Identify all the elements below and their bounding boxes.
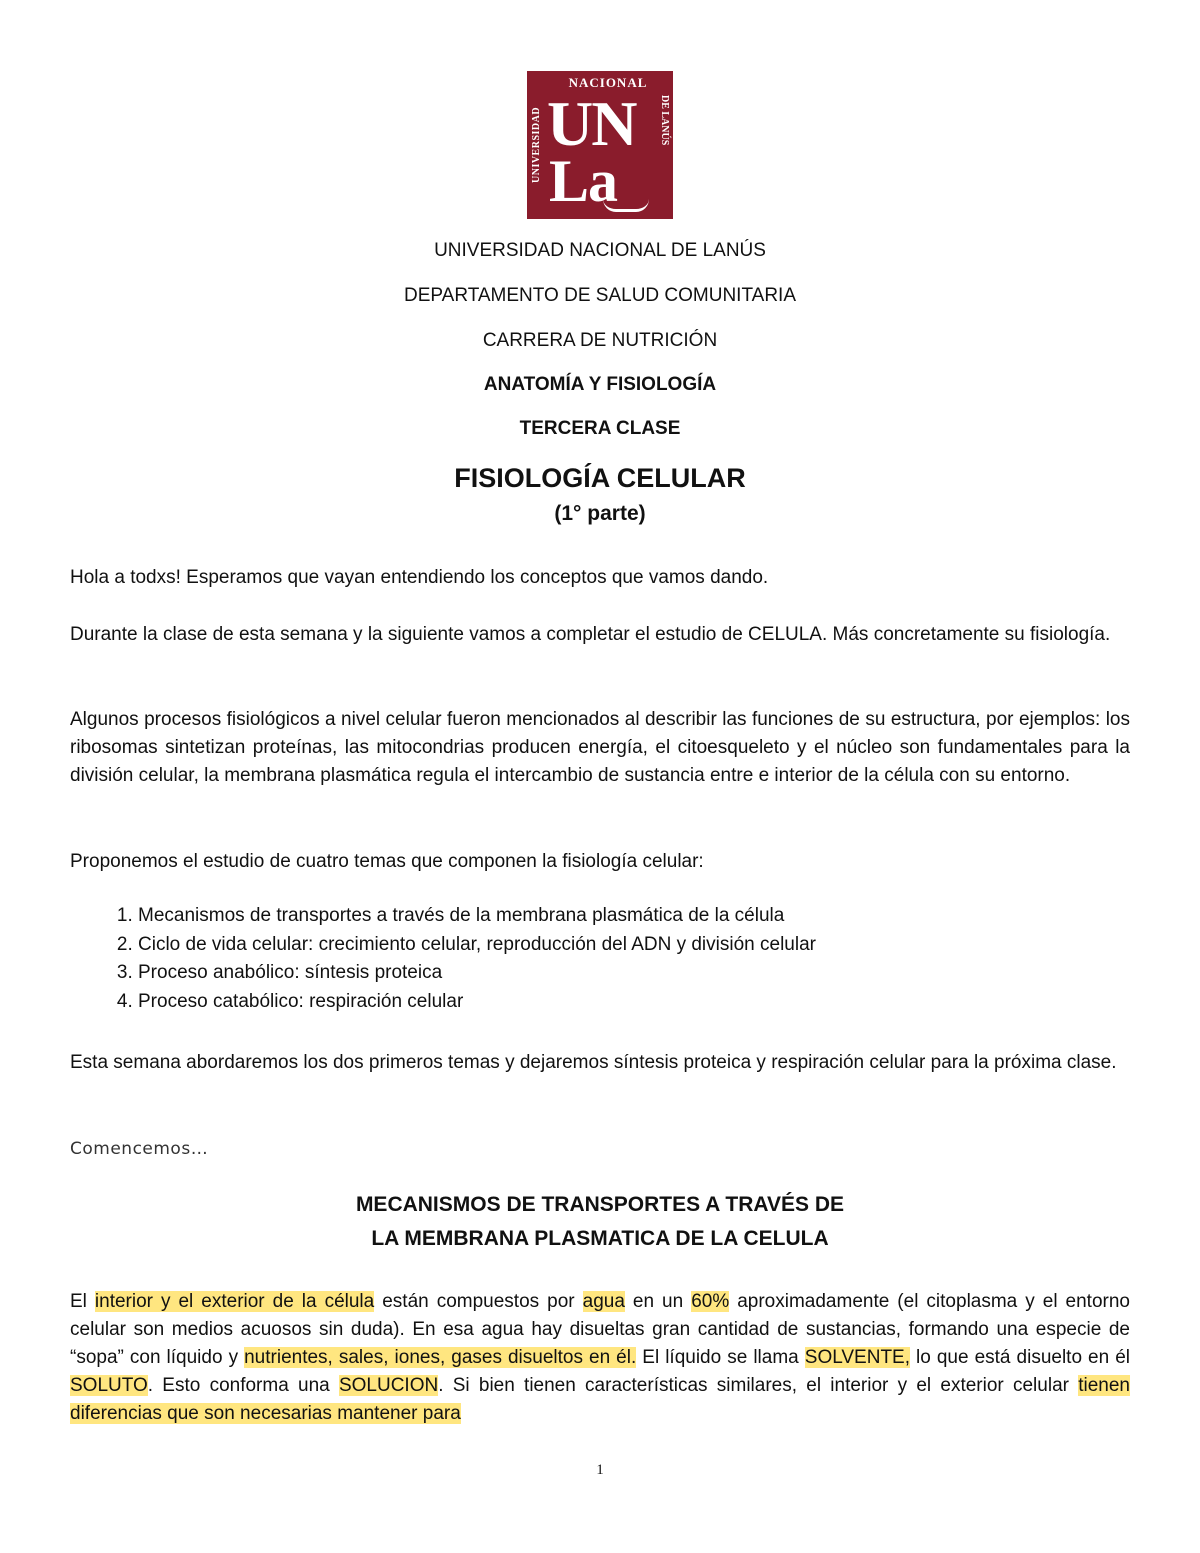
list-item: 4. Proceso catabólico: respiración celular: [138, 988, 1138, 1017]
document-subtitle: (1° parte): [554, 502, 646, 525]
body-text: en un: [624, 1291, 692, 1312]
body-text: lo que está disuelto en él: [910, 1347, 1130, 1368]
body-text: El líquido se llama: [636, 1347, 805, 1368]
logo-top-text: NACIONAL: [568, 75, 648, 90]
body-text: . Esto conforma una: [147, 1375, 339, 1396]
page-number: 1: [596, 1462, 604, 1478]
subject-name: ANATOMÍA Y FISIOLOGÍA: [483, 374, 717, 395]
highlight-text: agua: [582, 1291, 625, 1312]
logo-un-text: UN: [547, 88, 636, 159]
list-item: 1. Mecanismos de transportes a través de la membrana plasmática de la célula: [138, 902, 1138, 931]
logo-side-text: UNIVERSIDAD: [531, 106, 542, 184]
highlight-text: SOLVENTE,: [804, 1347, 910, 1368]
topics-list: [102, 902, 1138, 1016]
class-number: TERCERA CLASE: [519, 418, 681, 439]
highlight-text: SOLUCION: [338, 1375, 439, 1396]
highlight-text: SOLUTO: [70, 1375, 148, 1396]
section-heading-line2: LA MEMBRANA PLASMATICA DE LA CELULA: [371, 1227, 829, 1250]
paragraph-processes: Algunos procesos fisiológicos a nivel celular fueron mencionados al describir las funciones de su estructura, por ejemplos: los ribosomas sintetizan proteínas, las mitocondrias producen energía, el citoesqueleto y el núcleo son fundamentales para la división celular, la membrana plasmática regula el intercambio de sustancia entre e interior de la célula con su entorno.: [70, 709, 1130, 786]
university-name: UNIVERSIDAD NACIONAL DE LANÚS: [434, 240, 766, 261]
logo-swoosh: [603, 199, 649, 212]
highlight-text: tienen diferencias que son necesarias mantener para: [70, 1375, 1130, 1424]
section-heading-line1: MECANISMOS DE TRANSPORTES A TRAVÉS DE: [355, 1193, 845, 1216]
paragraph-this-week: Esta semana abordaremos los dos primeros temas y dejaremos síntesis proteica y respiración celular para la próxima clase.: [70, 1052, 1117, 1073]
department-name: DEPARTAMENTO DE SALUD COMUNITARIA: [403, 285, 796, 306]
highlight-text: nutrientes, sales, iones, gases disueltos en él.: [244, 1347, 637, 1368]
university-logo: [527, 71, 673, 219]
highlight-text: interior y el exterior de la célula: [94, 1291, 375, 1312]
career-name: CARRERA DE NUTRICIÓN: [482, 330, 718, 351]
paragraph-solution: [70, 1288, 1130, 1428]
paragraph-intro: Durante la clase de esta semana y la siguiente vamos a completar el estudio de CELULA. Más concretamente su fisiología.: [70, 624, 1111, 645]
logo-la-text: La: [549, 148, 618, 214]
paragraph-greeting: Hola a todxs! Esperamos que vayan entendiendo los conceptos que vamos dando.: [70, 567, 769, 588]
body-text: aproximadamente (el citoplasma y el entorno celular son medios acuosos sin duda). En esa agua hay disueltas gran cantidad de sustancias, formando una especie de “sopa” con líquido y: [70, 1291, 1130, 1368]
list-item: 3. Proceso anabólico: síntesis proteica: [138, 959, 1138, 988]
paragraph-topics: Proponemos el estudio de cuatro temas que componen la fisiología celular:: [70, 851, 704, 872]
highlight-text: 60%: [691, 1291, 730, 1312]
document-title: FISIOLOGÍA CELULAR: [454, 463, 746, 493]
list-item: 2. Ciclo de vida celular: crecimiento celular, reproducción del ADN y división celular: [138, 931, 1138, 960]
body-text: El: [70, 1291, 95, 1312]
body-text: . Si bien tienen características similares, el interior y el exterior celular: [438, 1375, 1079, 1396]
logo-right-text: DE LANÚS: [659, 95, 670, 146]
body-text: están compuestos por: [374, 1291, 583, 1312]
paragraph-lets-begin: Comencemos…: [70, 1139, 209, 1159]
